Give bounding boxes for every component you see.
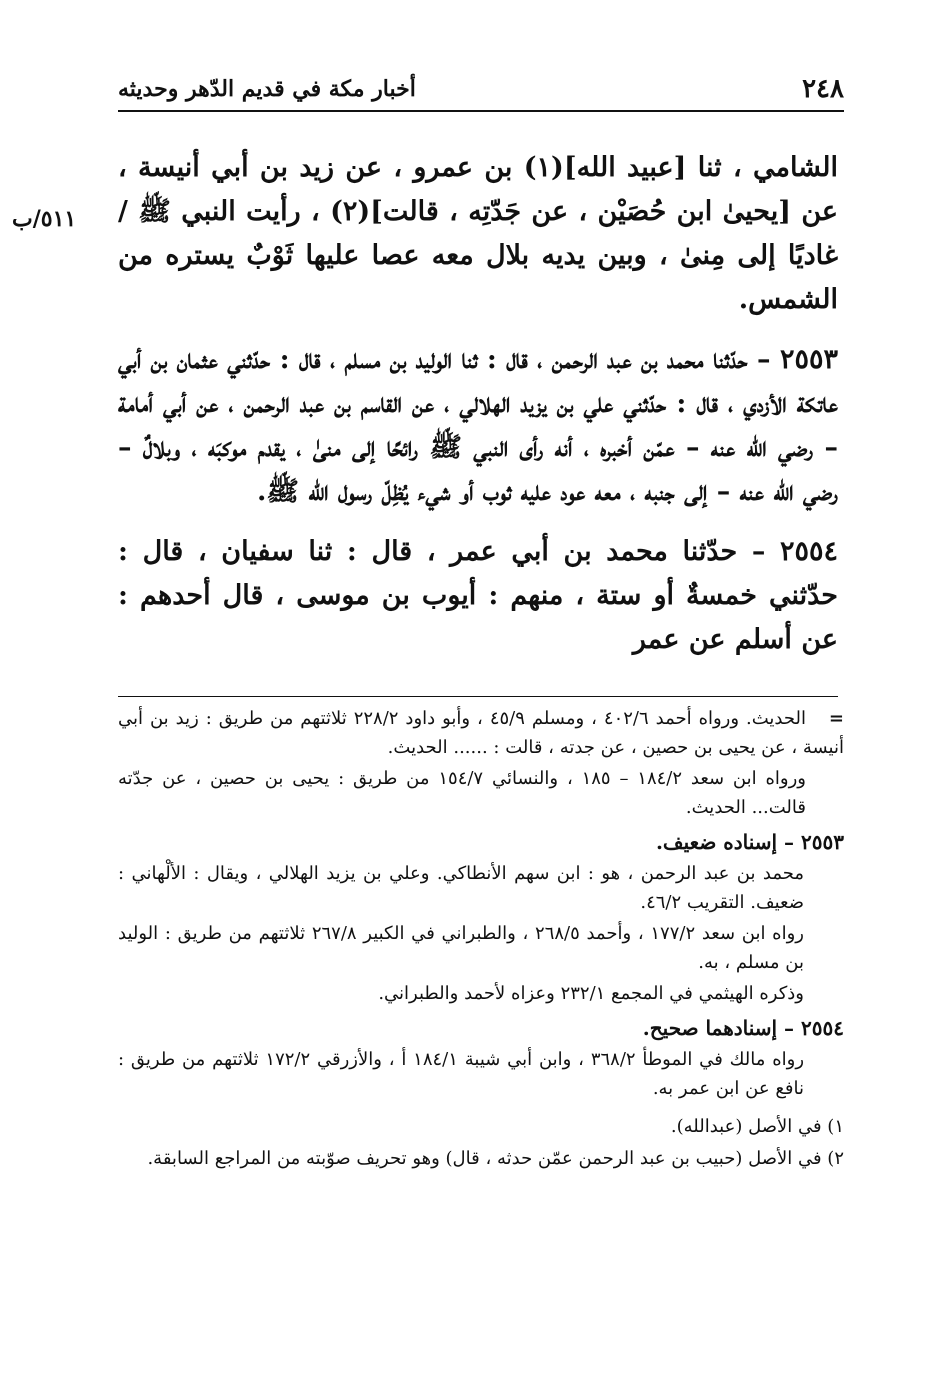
note-2554 bbox=[118, 1014, 844, 1103]
note-line: رواه مالك في الموطأ ٣٦٨/٢ ، وابن أبي شيبة ١٨٤/١ أ ، والأزرقي ١٧٢/٢ ثلاثتهم من طريق : نافع عن ابن عمر به. bbox=[118, 1049, 805, 1099]
page-header bbox=[118, 68, 844, 108]
footnotes-section bbox=[118, 704, 844, 1175]
paragraph-continuation: الشامي ، ثنا [عبيد الله](١) بن عمرو ، عن زيد بن أبي أنيسة ، عن [يحيىٰ ابن حُصَيْن ، عن جَدّتِه ، قالت](٢) ، رأيت النبي ﷺ / غاديًا إلى مِنىٰ ، وبين يديه بلال معه عصا عليها ثَوْبٌ يستره من الشمس. bbox=[118, 152, 839, 315]
header-rule bbox=[118, 110, 844, 112]
page-number: ٢٤٨ bbox=[802, 74, 844, 104]
note-continuation bbox=[118, 704, 844, 822]
note-line: ورواه ابن سعد ١٨٤/٢ – ١٨٥ ، والنسائي ١٥٤/٧ من طريق : يحيى بن حصين ، عن جدّته قالت... الحديث. bbox=[118, 768, 806, 818]
note-heading: ٢٥٥٤ – إسنادهما صحيح. bbox=[642, 1016, 844, 1040]
manuscript-folio-note: ٥١١/ب bbox=[12, 206, 77, 232]
note-line: محمد بن عبد الرحمن ، هو : ابن سهم الأنطاكي. وعلي بن يزيد الهلالي ، ويقال : الألْهاني : ضعيف. التقريب ٤٦/٢. bbox=[118, 863, 804, 913]
paragraph-hadith-2553: ٢٥٥٣ – حدّثنا محمد بن عبد الرحمن ، قال : ثنا الوليد بن مسلم ، قال : حدّثني عثمان بن أبي عاتكة الأزدي ، قال : حدّثني علي بن يزيد الهلالي ، عن القاسم بن عبد الرحمن ، عن أبي أمامة – رضي الله عنه – عمّن أخبره ، أنه رأى النبي ﷺ رائحًا إلى منىٰ ، يقدم موكبَه ، وبلالٌ – رضي الله عنه – إلى جنبه ، معه عود عليه ثوب أو شيء يُظِلّ رسول الله ﷺ. bbox=[118, 344, 838, 507]
note-line: رواه ابن سعد ١٧٧/٢ ، وأحمد ٢٦٨/٥ ، والطبراني في الكبير ٢٦٧/٨ ثلاثتهم من طريق : الوليد بن مسلم ، به. bbox=[118, 923, 804, 973]
note-2553 bbox=[118, 828, 844, 1008]
footnote-divider bbox=[118, 696, 838, 697]
note-line: =الحديث. ورواه أحمد ٤٠٢/٦ ، ومسلم ٤٥/٩ ، وأبو داود ٢٢٨/٢ ثلاثتهم من طريق : زيد بن أبي أنيسة ، عن يحيى بن حصين ، عن جدته ، قالت : ...... الحديث. bbox=[118, 704, 844, 762]
footnote-list bbox=[118, 1111, 844, 1175]
continuation-mark: = bbox=[828, 708, 844, 729]
note-line: وذكره الهيثمي في المجمع ٢٣٢/١ وعزاه لأحمد والطبراني. bbox=[378, 983, 804, 1004]
note-heading: ٢٥٥٣ – إسناده ضعيف. bbox=[655, 830, 844, 854]
main-text bbox=[118, 146, 838, 678]
paragraph-hadith-2554: ٢٥٥٤ – حدّثنا محمد بن أبي عمر ، قال : ثنا سفيان ، قال : حدّثني خمسةٌ أو ستة ، منهم : أيوب بن موسى ، قال أحدهم : عن أسلم عن عمر bbox=[118, 536, 838, 655]
running-title: أخبار مكة في قديم الدّهر وحديثه bbox=[118, 76, 416, 102]
footnote-1: ١) في الأصل (عبدالله). bbox=[670, 1116, 844, 1137]
footnote-2: ٢) في الأصل (حبيب بن عبد الرحمن عمّن حدثه ، قال) وهو تحريف صوّبته من المراجع السابقة. bbox=[147, 1148, 844, 1169]
